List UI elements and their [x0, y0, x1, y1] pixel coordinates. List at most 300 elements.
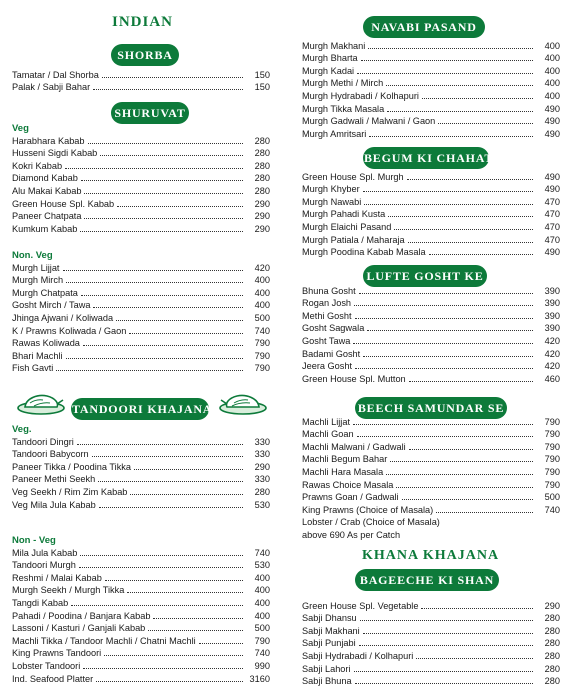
dot-leader [148, 630, 243, 631]
begum-ki-chahat-badge: BEGUM KI CHAHAT [364, 148, 488, 168]
dot-leader [63, 270, 244, 271]
menu-item-row [302, 64, 560, 77]
menu-item-price: 390 [544, 285, 560, 296]
menu-item-price: 490 [544, 184, 560, 195]
menu-item-row [302, 183, 560, 196]
dot-leader [93, 307, 243, 308]
menu-item-row [12, 659, 270, 672]
menu-item-price: 500 [254, 312, 270, 323]
menu-item-row [12, 134, 270, 147]
menu-item-price: 740 [254, 547, 270, 558]
dot-leader [357, 73, 533, 74]
menu-item-name: Sabji Dhansu [302, 613, 357, 624]
menu-item-name: Kokri Kabab [12, 160, 63, 171]
bageeche-list [302, 599, 560, 687]
dot-leader [71, 605, 243, 606]
dot-leader [92, 456, 243, 457]
menu-item-name: Murgh Tikka Masala [302, 103, 385, 114]
menu-item-price: 280 [544, 663, 560, 674]
menu-item-name: Murgh Elaichi Pasand [302, 221, 392, 232]
menu-item-price: 400 [254, 572, 270, 583]
menu-item-price: 150 [254, 82, 270, 93]
menu-item-name: Murgh Patiala / Maharaja [302, 234, 405, 245]
menu-item-name: Rogan Josh [302, 298, 352, 309]
menu-item-name: Tamatar / Dal Shorba [12, 69, 99, 80]
menu-item-name: Rawas Choice Masala [302, 479, 394, 490]
menu-item-name: Machli Begum Bahar [302, 454, 388, 465]
dot-leader [93, 89, 243, 90]
menu-item-row [12, 498, 270, 511]
menu-item-price: 400 [544, 78, 560, 89]
menu-item-row [302, 347, 560, 360]
menu-item-row [12, 435, 270, 448]
menu-item-price: 280 [544, 625, 560, 636]
dot-leader [429, 254, 533, 255]
dot-leader [355, 318, 533, 319]
menu-item-price: 420 [544, 348, 560, 359]
menu-item-price: 490 [544, 128, 560, 139]
dot-leader [99, 507, 243, 508]
dot-leader [355, 683, 533, 684]
menu-item-row [302, 309, 560, 322]
dot-leader [354, 305, 533, 306]
menu-item-name: Paneer Tikka / Poodina Tikka [12, 461, 131, 472]
shuruvat-badge: SHURUVAT [112, 103, 188, 123]
dot-leader [361, 60, 533, 61]
tandoori-nonveg-list [12, 546, 270, 685]
menu-item-price: 470 [544, 221, 560, 232]
menu-item-row [12, 460, 270, 473]
menu-item-row [302, 662, 560, 675]
menu-item-row [12, 311, 270, 324]
menu-item-name: Tangdi Kabab [12, 597, 69, 608]
menu-item-price: 790 [544, 429, 560, 440]
menu-item-name: Machli Goan [302, 429, 354, 440]
menu-item-name: Murgh Chatpata [12, 287, 78, 298]
menu-item-row [12, 672, 270, 685]
dot-leader [84, 193, 243, 194]
dot-leader [402, 499, 533, 500]
menu-item-name: Machli Lijjat [302, 416, 350, 427]
shorba-badge: SHORBA [112, 45, 178, 65]
menu-item-row [302, 89, 560, 102]
menu-item-row [302, 675, 560, 688]
menu-item-price: 790 [254, 350, 270, 361]
dot-leader [66, 282, 243, 283]
menu-item-name: Murgh Poodina Kabab Masala [302, 247, 426, 258]
menu-item-price: 790 [544, 416, 560, 427]
menu-item-row [12, 337, 270, 350]
beech-note: above 690 As per Catch [302, 529, 401, 540]
menu-item-price: 790 [544, 479, 560, 490]
dot-leader [80, 555, 243, 556]
dot-leader [102, 77, 243, 78]
menu-item-price: 280 [254, 148, 270, 159]
menu-item-row [12, 68, 270, 81]
menu-item-row [12, 473, 270, 486]
shuruvat-veg-list [12, 134, 270, 235]
menu-item-row [302, 478, 560, 491]
menu-item-name: Bhari Machli [12, 350, 63, 361]
dot-leader [394, 229, 533, 230]
menu-item-row [302, 599, 560, 612]
menu-item-price: 400 [254, 300, 270, 311]
menu-item-name: Murgh Seekh / Murgh Tikka [12, 585, 125, 596]
menu-item-price: 790 [544, 466, 560, 477]
menu-item-row [12, 210, 270, 223]
dot-leader [422, 98, 533, 99]
menu-item-price: 280 [544, 650, 560, 661]
dot-leader [357, 436, 533, 437]
dot-leader [105, 580, 243, 581]
dot-leader [80, 231, 243, 232]
dot-leader [421, 608, 533, 609]
menu-item-price: 280 [254, 173, 270, 184]
menu-item-row [12, 634, 270, 647]
dot-leader [409, 449, 533, 450]
dot-leader [408, 242, 533, 243]
menu-item-name: Methi Gosht [302, 310, 352, 321]
menu-item-name: Veg Seekh / Rim Zim Kabab [12, 486, 128, 497]
menu-item-name: King Prawns Tandoori [12, 648, 102, 659]
menu-item-row [12, 222, 270, 235]
menu-item-row [12, 274, 270, 287]
menu-item-row [12, 546, 270, 559]
dot-leader [367, 330, 533, 331]
menu-item-name: Green House Spl. Kabab [12, 198, 115, 209]
menu-item-name: Murgh Hydrabadi / Kolhapuri [302, 90, 419, 101]
beech-list [302, 415, 560, 516]
menu-item-name: Gosht Mirch / Tawa [12, 300, 91, 311]
beech-note: Lobster / Crab (Choice of Masala) [302, 517, 440, 527]
dot-leader [100, 155, 243, 156]
dot-leader [368, 48, 533, 49]
menu-item-price: 400 [544, 40, 560, 51]
indian-heading: INDIAN [112, 14, 174, 30]
menu-item-name: Palak / Sabji Bahar [12, 82, 91, 93]
menu-item-name: Diamond Kabab [12, 173, 78, 184]
menu-item-price: 290 [254, 223, 270, 234]
dot-leader [81, 180, 243, 181]
menu-item-price: 530 [254, 499, 270, 510]
menu-item-row [302, 334, 560, 347]
tandoori-nonveg-label: Non - Veg [12, 535, 56, 546]
menu-item-row [12, 622, 270, 635]
menu-item-row [12, 647, 270, 660]
menu-item-price: 400 [254, 585, 270, 596]
menu-item-price: 490 [544, 116, 560, 127]
shuruvat-nonveg-list [12, 261, 270, 374]
menu-item-row [302, 246, 560, 259]
menu-item-row [302, 440, 560, 453]
menu-item-price: 790 [544, 441, 560, 452]
dot-leader [127, 592, 243, 593]
dot-leader [84, 218, 243, 219]
menu-item-price: 470 [544, 196, 560, 207]
menu-item-name: Jeera Gosht [302, 361, 353, 372]
menu-item-price: 280 [254, 135, 270, 146]
menu-item-row [12, 559, 270, 572]
menu-item-price: 490 [544, 171, 560, 182]
menu-item-row [302, 170, 560, 183]
menu-item-price: 790 [254, 363, 270, 374]
menu-item-name: Sabji Makhani [302, 625, 360, 636]
dot-leader [129, 333, 243, 334]
menu-item-row [12, 261, 270, 274]
dot-leader [386, 474, 533, 475]
menu-item-row [302, 297, 560, 310]
menu-item-name: Tandoori Murgh [12, 560, 76, 571]
menu-item-price: 490 [544, 103, 560, 114]
menu-item-price: 150 [254, 69, 270, 80]
menu-item-name: Badami Gosht [302, 348, 361, 359]
menu-item-name: Jhinga Ajwani / Koliwada [12, 312, 114, 323]
menu-item-name: Paneer Methi Seekh [12, 474, 96, 485]
tandoori-khajana-badge: TANDOORI KHAJANA [72, 399, 208, 419]
menu-item-price: 790 [254, 635, 270, 646]
menu-item-price: 500 [544, 492, 560, 503]
left-tandoori-plate-icon [16, 390, 66, 416]
dot-leader [153, 618, 243, 619]
menu-item-price: 740 [544, 504, 560, 515]
menu-item-price: 400 [544, 65, 560, 76]
navabi-pasand-badge: NAVABI PASAND [364, 17, 484, 37]
menu-item-row [302, 39, 560, 52]
menu-item-row [12, 184, 270, 197]
menu-item-price: 530 [254, 560, 270, 571]
menu-item-row [302, 637, 560, 650]
menu-item-row [12, 159, 270, 172]
menu-item-name: Sabji Lahori [302, 663, 351, 674]
dot-leader [416, 658, 533, 659]
dot-leader [359, 645, 533, 646]
shuruvat-veg-label: Veg [12, 123, 29, 134]
menu-item-price: 280 [254, 185, 270, 196]
menu-item-row [302, 195, 560, 208]
menu-item-row [302, 415, 560, 428]
menu-item-price: 290 [254, 211, 270, 222]
menu-item-name: Murgh Methi / Mirch [302, 78, 384, 89]
dot-leader [98, 481, 243, 482]
menu-item-row [302, 428, 560, 441]
dot-leader [130, 494, 243, 495]
dot-leader [396, 487, 533, 488]
menu-item-name: Murgh Lijjat [12, 262, 60, 273]
menu-item-row [302, 503, 560, 516]
menu-item-name: Green House Spl. Murgh [302, 171, 404, 182]
menu-item-row [12, 349, 270, 362]
dot-leader [407, 179, 533, 180]
menu-item-price: 290 [254, 461, 270, 472]
dot-leader [363, 356, 533, 357]
dot-leader [387, 111, 533, 112]
menu-item-row [302, 52, 560, 65]
menu-item-row [12, 286, 270, 299]
menu-item-price: 790 [544, 454, 560, 465]
dot-leader [360, 620, 533, 621]
menu-item-name: Murgh Bharta [302, 53, 358, 64]
bageeche-ki-shan-badge: BAGEECHE KI SHAN [356, 570, 498, 590]
right-tandoori-plate-icon [218, 390, 268, 416]
dot-leader [104, 655, 243, 656]
menu-item-name: Fish Gavti [12, 363, 54, 374]
dot-leader [199, 643, 243, 644]
menu-item-name: Green House Spl. Vegetable [302, 600, 419, 611]
menu-item-name: Tandoori Babycorn [12, 449, 89, 460]
lufte-gosht-ke-badge: LUFTE GOSHT KE [364, 266, 486, 286]
menu-item-name: Machli Malwani / Gadwali [302, 441, 406, 452]
menu-item-row [12, 596, 270, 609]
menu-item-name: Machli Hara Masala [302, 466, 384, 477]
menu-item-price: 490 [544, 247, 560, 258]
dot-leader [96, 681, 243, 682]
menu-item-row [302, 322, 560, 335]
begum-list [302, 170, 560, 258]
dot-leader [83, 345, 243, 346]
menu-item-row [12, 324, 270, 337]
menu-item-row [302, 220, 560, 233]
menu-item-price: 990 [254, 660, 270, 671]
menu-item-name: Rawas Koliwada [12, 338, 80, 349]
menu-item-row [302, 360, 560, 373]
beech-samundar-se-badge: BEECH SAMUNDAR SE [356, 398, 506, 418]
menu-item-name: Murgh Kadai [302, 65, 355, 76]
menu-item-row [302, 102, 560, 115]
menu-item-price: 420 [254, 262, 270, 273]
menu-item-name: Tandoori Dingri [12, 436, 74, 447]
khana-khajana-heading: KHANA KHAJANA [362, 548, 500, 563]
menu-item-price: 400 [254, 610, 270, 621]
menu-item-price: 400 [254, 275, 270, 286]
menu-item-row [302, 115, 560, 128]
dot-leader [386, 85, 533, 86]
menu-item-price: 790 [254, 338, 270, 349]
dot-leader [77, 444, 243, 445]
menu-item-price: 280 [544, 676, 560, 687]
menu-item-row [302, 491, 560, 504]
menu-item-price: 420 [544, 335, 560, 346]
tandoori-veg-label: Veg. [12, 424, 32, 435]
dot-leader [369, 136, 533, 137]
menu-item-row [302, 233, 560, 246]
menu-item-name: Gosht Tawa [302, 335, 351, 346]
menu-item-name: Veg Mila Jula Kabab [12, 499, 96, 510]
menu-item-row [302, 127, 560, 140]
menu-item-name: Murgh Pahadi Kusta [302, 209, 386, 220]
menu-item-price: 390 [544, 310, 560, 321]
dot-leader [88, 143, 243, 144]
menu-item-price: 390 [544, 298, 560, 309]
menu-item-price: 460 [544, 373, 560, 384]
dot-leader [364, 204, 533, 205]
menu-item-name: Alu Makai Kabab [12, 185, 82, 196]
menu-item-row [12, 147, 270, 160]
menu-item-price: 470 [544, 234, 560, 245]
menu-item-price: 330 [254, 474, 270, 485]
menu-item-row [12, 172, 270, 185]
menu-item-price: 330 [254, 436, 270, 447]
menu-item-price: 470 [544, 209, 560, 220]
menu-item-row [12, 609, 270, 622]
menu-item-price: 500 [254, 623, 270, 634]
menu-item-row [302, 372, 560, 385]
menu-item-row [302, 453, 560, 466]
menu-item-name: K / Prawns Koliwada / Gaon [12, 325, 127, 336]
menu-item-price: 280 [254, 160, 270, 171]
dot-leader [353, 424, 533, 425]
dot-leader [83, 668, 243, 669]
menu-item-row [12, 362, 270, 375]
menu-item-name: Murgh Nawabi [302, 196, 362, 207]
menu-item-name: Prawns Goan / Gadwali [302, 492, 399, 503]
menu-item-price: 290 [544, 600, 560, 611]
menu-item-name: Green House Spl. Mutton [302, 373, 406, 384]
menu-item-price: 390 [544, 323, 560, 334]
menu-item-name: Reshmi / Malai Kabab [12, 572, 102, 583]
menu-item-row [12, 584, 270, 597]
dot-leader [116, 320, 243, 321]
menu-item-name: Kumkum Kabab [12, 223, 78, 234]
dot-leader [436, 512, 533, 513]
menu-item-name: Machli Tikka / Tandoor Machli / Chatni Machli [12, 635, 196, 646]
menu-item-row [12, 299, 270, 312]
menu-item-name: Lassoni / Kasturi / Ganjali Kabab [12, 623, 146, 634]
navabi-list [302, 39, 560, 140]
menu-item-name: King Prawns (Choice of Masala) [302, 504, 434, 515]
menu-item-price: 400 [544, 53, 560, 64]
menu-item-name: Gosht Sagwala [302, 323, 365, 334]
dot-leader [134, 469, 243, 470]
menu-item-name: Husseni Sigdi Kabab [12, 148, 98, 159]
dot-leader [66, 358, 243, 359]
menu-item-price: 740 [254, 648, 270, 659]
menu-item-name: Pahadi / Poodina / Banjara Kabab [12, 610, 151, 621]
menu-item-row [12, 448, 270, 461]
lufte-list [302, 284, 560, 385]
menu-item-name: Mila Jula Kabab [12, 547, 78, 558]
dot-leader [79, 567, 243, 568]
dot-leader [65, 168, 243, 169]
menu-item-name: Sabji Hydrabadi / Kolhapuri [302, 650, 414, 661]
menu-item-name: Bhuna Gosht [302, 285, 356, 296]
dot-leader [117, 206, 243, 207]
menu-item-price: 400 [254, 287, 270, 298]
menu-item-price: 3160 [249, 673, 270, 684]
menu-item-name: Harabhara Kabab [12, 135, 85, 146]
shuruvat-nonveg-label: Non. Veg [12, 250, 53, 261]
menu-item-name: Murgh Makhani [302, 40, 366, 51]
menu-item-price: 740 [254, 325, 270, 336]
dot-leader [390, 461, 533, 462]
menu-item-row [12, 485, 270, 498]
menu-item-name: Lobster Tandoori [12, 660, 81, 671]
menu-item-name: Paneer Chatpata [12, 211, 82, 222]
dot-leader [409, 381, 533, 382]
dot-leader [438, 123, 533, 124]
menu-item-row [302, 649, 560, 662]
menu-item-name: Ind. Seafood Platter [12, 673, 94, 684]
menu-item-row [302, 612, 560, 625]
dot-leader [359, 293, 533, 294]
menu-item-name: Sabji Bhuna [302, 676, 352, 687]
shorba-list [12, 68, 270, 93]
menu-item-row [302, 624, 560, 637]
menu-item-name: Murgh Amritsari [302, 128, 367, 139]
tandoori-veg-list [12, 435, 270, 511]
menu-item-name: Murgh Khyber [302, 184, 360, 195]
dot-leader [363, 633, 533, 634]
dot-leader [355, 368, 533, 369]
